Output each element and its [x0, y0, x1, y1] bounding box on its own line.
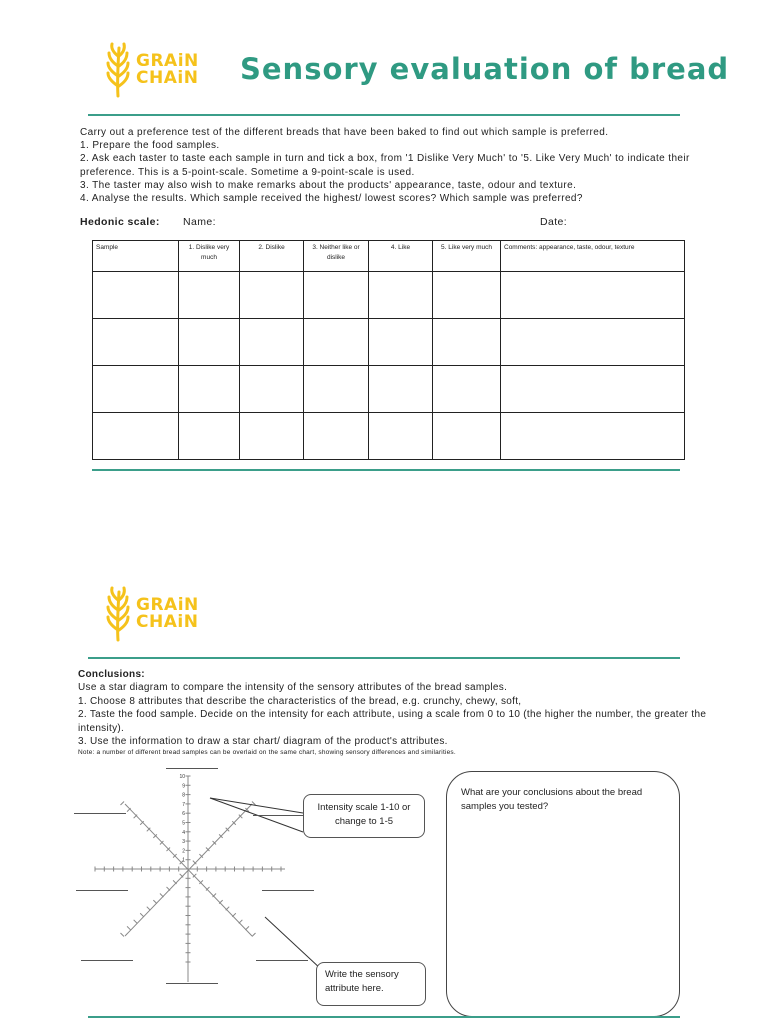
- conclusion-line: 1. Choose 8 attributes that describe the characteristics of the bread, e.g. crunchy, chewy, soft,: [78, 695, 522, 707]
- instruction-line: Carry out a preference test of the different breads that have been baked to find out which sample is preferred.: [80, 127, 609, 138]
- brand-line-1: GRAiN: [136, 51, 199, 71]
- axis-tick: [167, 887, 171, 891]
- column-header: 1. Dislike very much: [179, 241, 240, 272]
- intensity-callout: [303, 794, 425, 838]
- axis-tick: [120, 933, 124, 937]
- column-header: 2. Dislike: [240, 241, 304, 272]
- scale-label: 2: [182, 848, 185, 855]
- scale-label: 8: [182, 792, 185, 799]
- axis-tick: [153, 900, 157, 904]
- conclusions-answer-box[interactable]: [446, 771, 680, 1017]
- brand-line-1: GRAiN: [136, 595, 199, 615]
- column-header: 5. Like very much: [433, 241, 501, 272]
- column-header: Comments: appearance, taste, odour, texture: [501, 241, 685, 272]
- intensity-callout-line-2: change to 1-5: [334, 816, 394, 827]
- scale-label: 10: [179, 774, 185, 780]
- scale-label: 4: [182, 829, 185, 836]
- attribute-blank-top[interactable]: [166, 768, 218, 769]
- scale-label: 3: [182, 839, 185, 846]
- axis-tick: [120, 801, 124, 805]
- scale-label: 1: [182, 857, 185, 864]
- instruction-line: 3. The taster may also wish to make remarks about the products' appearance, taste, odour and texture.: [80, 179, 577, 191]
- scale-label: 7: [182, 801, 185, 808]
- instruction-line: 1. Prepare the food samples.: [80, 140, 220, 152]
- conclusions-heading: Conclusions:: [78, 669, 145, 680]
- conclusion-line: intensity).: [78, 722, 125, 734]
- intensity-callout-line-1: Intensity scale 1-10 or: [317, 802, 411, 813]
- date-field[interactable]: Date:: [540, 216, 568, 228]
- axis-tick: [127, 926, 131, 930]
- attribute-blank-top-right[interactable]: [253, 815, 305, 816]
- name-field[interactable]: Name:: [183, 216, 216, 228]
- attribute-callout-line-2: attribute here.: [325, 983, 384, 994]
- conclusion-note: Note: a number of different bread samples can be overlaid on the same chart, showing sensory differences and similarities.: [78, 749, 456, 757]
- page-title: Sensory evaluation of bread: [240, 52, 730, 86]
- attribute-blank-top-left[interactable]: [74, 813, 126, 814]
- scale-label: 9: [182, 783, 185, 790]
- attribute-blank-right[interactable]: [262, 890, 314, 891]
- axis-tick: [232, 913, 236, 917]
- instruction-line: preference. This is a 5-point-scale. Sometime a 9-point-scale is used.: [80, 166, 415, 178]
- instruction-line: 4. Analyse the results. Which sample received the highest/ lowest scores? Which sample was preferred?: [80, 193, 583, 205]
- hedonic-label: Hedonic scale:: [80, 216, 160, 228]
- conclusion-line: 3. Use the information to draw a star chart/ diagram of the product's attributes.: [78, 736, 448, 748]
- axis-tick: [134, 920, 138, 924]
- attribute-callout-line-1: Write the sensory: [325, 969, 399, 980]
- axis-tick: [226, 907, 230, 911]
- scale-label: 5: [182, 820, 185, 827]
- column-header: 4. Like: [369, 241, 433, 272]
- axis-tick: [173, 880, 177, 884]
- attribute-callout: [316, 962, 426, 1006]
- axis-tick: [252, 933, 256, 937]
- bottom-divider: [88, 1016, 680, 1018]
- axis-tick: [147, 907, 151, 911]
- column-header: Sample: [93, 241, 179, 272]
- scale-label: 6: [182, 811, 185, 818]
- conclusion-line: 2. Taste the food sample. Decide on the intensity for each attribute, using a scale from 0 to 10 (the higher the number, the greater the: [78, 709, 707, 721]
- axis-tick: [140, 913, 144, 917]
- conclusions-prompt: What are your conclusions about the bread samples you tested?: [461, 787, 643, 812]
- column-header: 3. Neither like or dislike: [304, 241, 369, 272]
- instruction-line: 2. Ask each taster to taste each sample in turn and tick a box, from '1 Dislike Very Much' to '5. Like Very Much' to indicate their: [80, 153, 690, 165]
- brand-line-2: CHAiN: [136, 612, 199, 632]
- attribute-blank-bottom-left[interactable]: [81, 960, 133, 961]
- attribute-blank-bottom-right[interactable]: [256, 960, 308, 961]
- axis-tick: [245, 926, 249, 930]
- attribute-blank-left[interactable]: [76, 890, 128, 891]
- conclusion-line: Use a star diagram to compare the intensity of the sensory attributes of the bread samples.: [78, 682, 508, 694]
- axis-tick: [160, 894, 164, 898]
- axis-tick: [239, 920, 243, 924]
- attribute-blank-bottom[interactable]: [166, 983, 218, 984]
- brand-line-2: CHAiN: [136, 68, 199, 88]
